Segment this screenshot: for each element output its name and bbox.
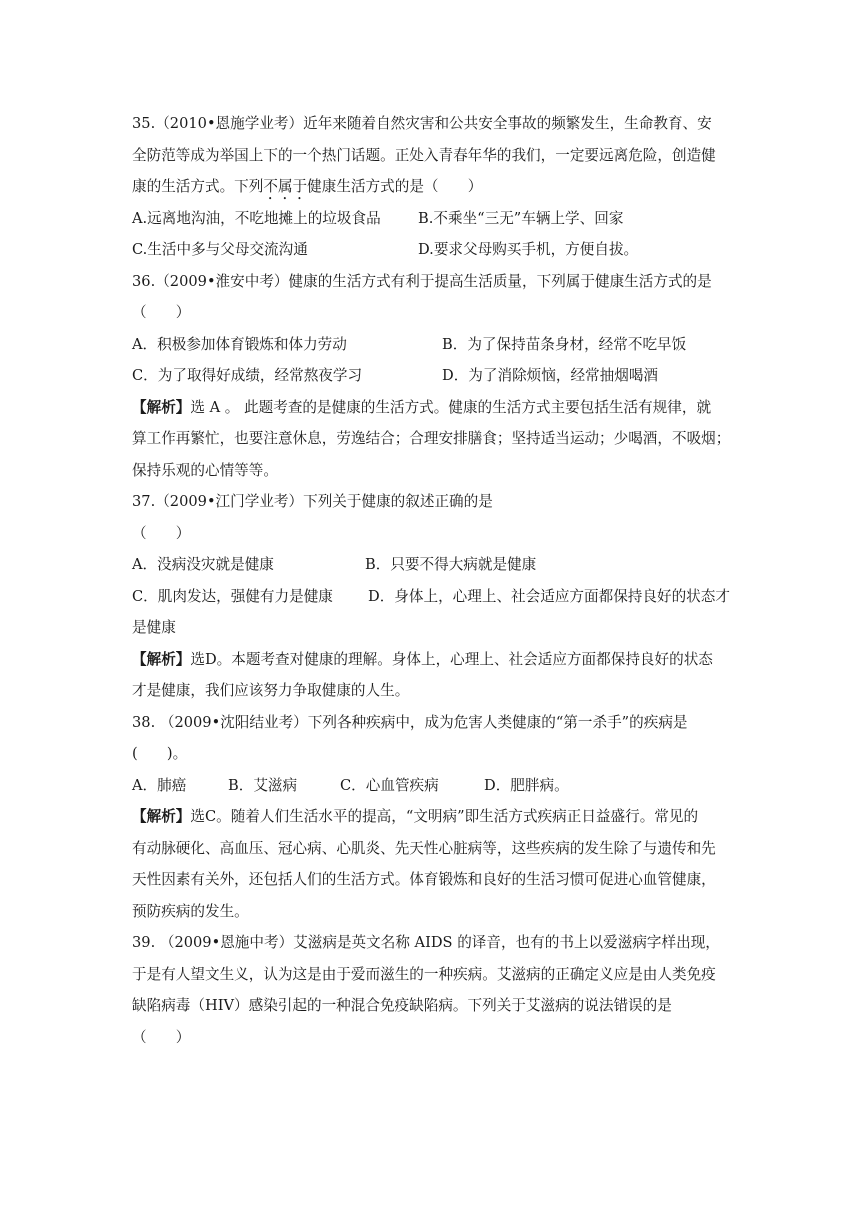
q35-options-row-1 xyxy=(132,203,750,235)
q37-analysis-tag: 【解析】 xyxy=(132,650,191,668)
q38-analysis-line-2: 有动脉硬化、高血压、冠心病、心肌炎、先天性心脏病等，这些疾病的发生除了与遗传和先 xyxy=(132,839,716,857)
q37-analysis-line-1 xyxy=(132,644,750,676)
question-38 xyxy=(132,707,750,928)
q35-stem-post: 健康生活方式的是（ ） xyxy=(307,178,483,195)
q36-options-row-1 xyxy=(132,329,750,361)
q35-stem-line-1: 35.（2010•恩施学业考）近年来随着自然灾害和公共安全事故的频繁发生，生命教育、安 xyxy=(132,115,712,132)
question-36 xyxy=(132,266,750,487)
q36-analysis-tag: 【解析】 xyxy=(132,398,191,416)
q37-option-c: C．肌肉发达，强健有力是健康 xyxy=(132,587,333,605)
q39-stem-line-3: 缺陷病毒（HIV）感染引起的一种混合免疫缺陷病。下列关于艾滋病的说法错误的是 xyxy=(132,997,672,1014)
q37-options-row-1 xyxy=(132,549,750,581)
q36-analysis-line-3: 保持乐观的心情等等。 xyxy=(132,461,278,479)
q38-answer-blank: ( )。 xyxy=(132,745,188,762)
q36-option-d: D．为了消除烦恼，经常抽烟喝酒 xyxy=(442,367,659,384)
q35-stem-line-3 xyxy=(132,171,750,203)
q39-stem-line-1: 39. （2009•恩施中考）艾滋病是英文名称 AIDS 的译音，也有的书上以爱滋病字样出现， xyxy=(132,934,720,951)
q38-options-row xyxy=(132,770,750,802)
q35-option-b: B.不乘坐“三无”车辆上学、回家 xyxy=(418,209,624,227)
q36-option-a: A．积极参加体育锻炼和体力劳动 xyxy=(132,335,347,353)
q36-answer-blank: （ ） xyxy=(132,304,191,321)
q38-analysis-text: 选C。随着人们生活水平的提高，“文明病”即生活方式疾病正日益盛行。常见的 xyxy=(190,808,699,825)
q36-analysis-line-1 xyxy=(132,392,750,424)
q38-option-a: A．肺癌 xyxy=(132,776,187,794)
q35-options-row-2 xyxy=(132,234,750,266)
q37-answer-blank: （ ） xyxy=(132,524,191,542)
q37-option-d-continued: 是健康 xyxy=(132,619,176,636)
q35-option-d: D.要求父母购买手机，方便自拔。 xyxy=(418,241,639,258)
question-39 xyxy=(132,927,750,1053)
q36-option-b: B．为了保持苗条身材，经常不吃早饭 xyxy=(442,335,687,353)
q36-analysis-line-2: 算工作再繁忙，也要注意休息，劳逸结合；合理安排膳食；坚持适当运动；少喝酒，不吸烟； xyxy=(132,430,731,447)
q36-stem-line-1: 36.（2009•淮安中考）健康的生活方式有利于提高生活质量，下列属于健康生活方式的是 xyxy=(132,272,712,290)
q37-analysis-line-2: 才是健康，我们应该努力争取健康的人生。 xyxy=(132,682,410,699)
q38-option-c: C．心血管疾病 xyxy=(340,776,439,794)
q36-option-c: C．为了取得好成绩，经常熬夜学习 xyxy=(132,367,363,384)
q37-analysis-text: 选D。本题考查对健康的理解。身体上，心理上、社会适应方面都保持良好的状态 xyxy=(190,650,713,668)
q36-options-row-2 xyxy=(132,360,750,392)
q35-stem-pre: 康的生活方式。下列 xyxy=(132,178,264,195)
q38-analysis-line-1 xyxy=(132,801,750,833)
q38-analysis-line-4: 预防疾病的发生。 xyxy=(132,902,249,920)
q39-stem-line-2: 于是有人望文生义，认为这是由于爱而滋生的一种疾病。艾滋病的正确定义应是由人类免疫 xyxy=(132,965,716,983)
q38-option-b: B．艾滋病 xyxy=(228,776,298,794)
q38-analysis-line-3: 天性因素有关外，还包括人们的生活方式。体育锻炼和良好的生活习惯可促进心血管健康， xyxy=(132,871,716,888)
q37-stem-line-1: 37.（2009•江门学业考）下列关于健康的叙述正确的是 xyxy=(132,493,493,510)
q38-option-d: D．肥胖病。 xyxy=(484,776,569,794)
q38-stem-line-1: 38. （2009•沈阳结业考）下列各种疾病中，成为危害人类健康的“第一杀手”的疾病是 xyxy=(132,713,688,731)
q36-analysis-text: 选 A 。 此题考查的是健康的生活方式。健康的生活方式主要包括生活有规律，就 xyxy=(190,398,712,416)
question-37 xyxy=(132,486,750,707)
q35-option-c: C.生活中多与父母交流沟通 xyxy=(132,241,308,258)
q37-option-a: A．没病没灾就是健康 xyxy=(132,556,274,573)
q39-answer-blank: （ ） xyxy=(132,1028,191,1046)
q35-option-a: A.远离地沟油，不吃地摊上的垃圾食品 xyxy=(132,209,381,227)
q35-stem-line-2: 全防范等成为举国上下的一个热门话题。正处入青春年华的我们，一定要远离危险，创造健 xyxy=(132,146,716,164)
q37-options-row-2 xyxy=(132,581,750,613)
q38-analysis-tag: 【解析】 xyxy=(132,808,191,825)
q35-emphasis-text: 不属于 xyxy=(263,178,308,195)
q37-option-b: B．只要不得大病就是健康 xyxy=(365,556,537,573)
question-35 xyxy=(132,108,750,266)
q37-option-d: D．身体上，心理上、社会适应方面都保持良好的状态才 xyxy=(368,587,730,605)
